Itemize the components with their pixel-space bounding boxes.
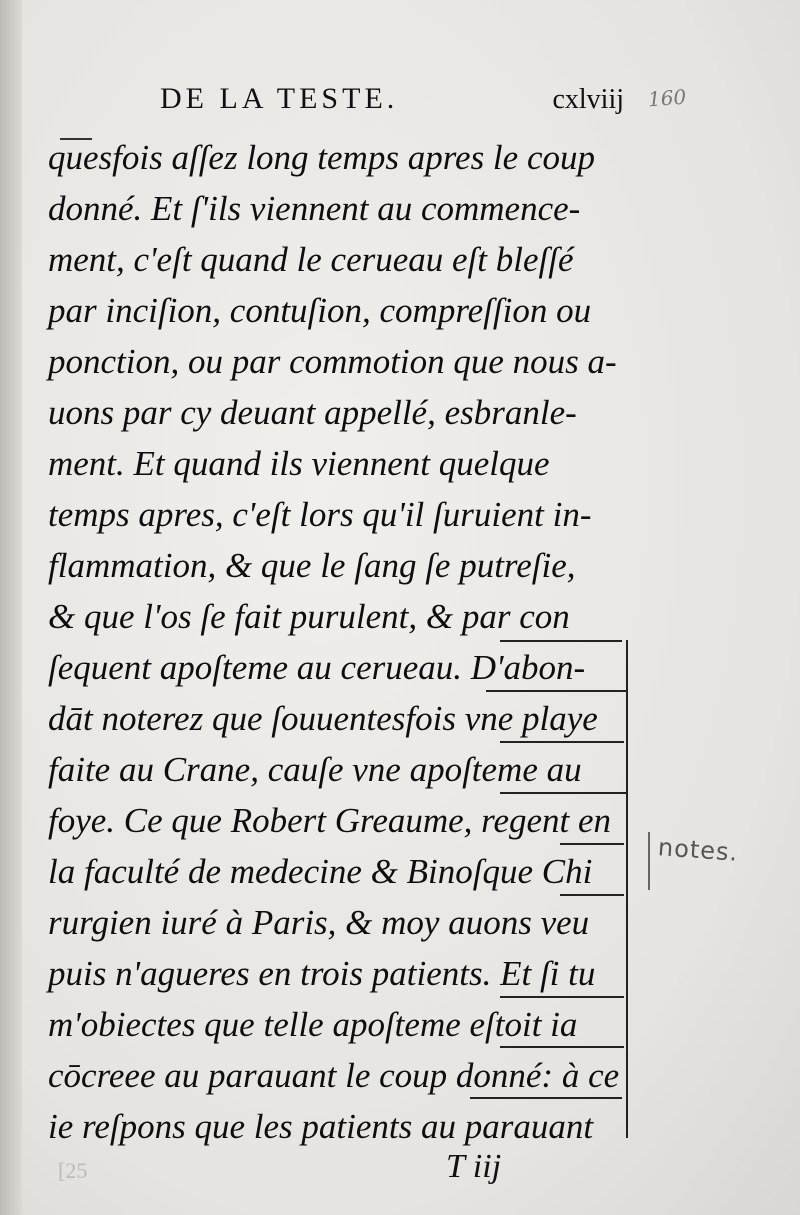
ink-underline xyxy=(470,1097,622,1099)
ink-underline xyxy=(500,792,626,794)
text-line-17: puis n'agueres en trois patients. Et ſi tu xyxy=(48,954,596,993)
ink-underline xyxy=(500,996,624,998)
text-line-12: dāt noterez que ſouuentesfois vne playe xyxy=(48,699,598,738)
text-line-19: cōcreee au parauant le coup donné: à ce xyxy=(48,1056,620,1095)
text-line-13: faite au Crane, cauſe vne apoſteme au xyxy=(48,750,582,789)
page-gutter-shadow xyxy=(0,0,22,1215)
text-line-16: rurgien iuré à Paris, & moy auons veu xyxy=(48,903,590,942)
ink-underline xyxy=(500,640,622,642)
text-line-20: ie reſpons que les patients au parauant xyxy=(48,1107,594,1146)
ink-underline xyxy=(486,690,626,692)
text-line-10: & que l'os ſe fait purulent, & par con xyxy=(48,597,570,636)
handwritten-margin-note: notes. xyxy=(657,833,740,867)
ink-underline xyxy=(560,894,624,896)
handwritten-page-number: 160 xyxy=(647,84,687,112)
ink-underline xyxy=(500,741,624,743)
text-line-18: m'obiectes que telle apoſteme eſtoit ia xyxy=(48,1005,578,1044)
text-line-8: temps apres, c'eſt lors qu'il ſuruient in- xyxy=(48,495,592,534)
signature-mark: T iij xyxy=(446,1148,502,1185)
text-line-6: uons par cy deuant appellé, esbranle- xyxy=(48,393,577,432)
folio-number: cxlviij xyxy=(552,84,624,115)
page-header xyxy=(160,82,630,122)
running-head: DE LA TESTE. xyxy=(160,82,399,115)
text-line-1: quesfois aſſez long temps apres le coup xyxy=(48,138,595,177)
text-line-7: ment. Et quand ils viennent quelque xyxy=(48,444,550,483)
text-line-9: flammation, & que le ſang ſe putreſie, xyxy=(48,546,576,585)
ink-underline xyxy=(500,1046,624,1048)
text-line-15: la faculté de medecine & Binoſque Chi xyxy=(48,852,593,891)
text-line-4: par inciſion, contuſion, compreſſion ou xyxy=(48,291,592,330)
margin-bracket-mark xyxy=(648,832,650,890)
text-line-3: ment, c'eſt quand le cerueau eſt bleſſé xyxy=(48,240,574,279)
text-line-2: donné. Et ſ'ils viennent au commence- xyxy=(48,189,581,228)
ink-margin-line xyxy=(626,640,628,1138)
show-through-mark: [25 xyxy=(58,1158,88,1183)
ink-underline xyxy=(560,843,624,845)
text-line-14: foye. Ce que Robert Greaume, regent en xyxy=(48,801,612,840)
text-line-5: ponction, ou par commotion que nous a- xyxy=(48,342,617,381)
text-line-11: ſequent apoſteme au cerueau. D'abon- xyxy=(48,648,586,687)
